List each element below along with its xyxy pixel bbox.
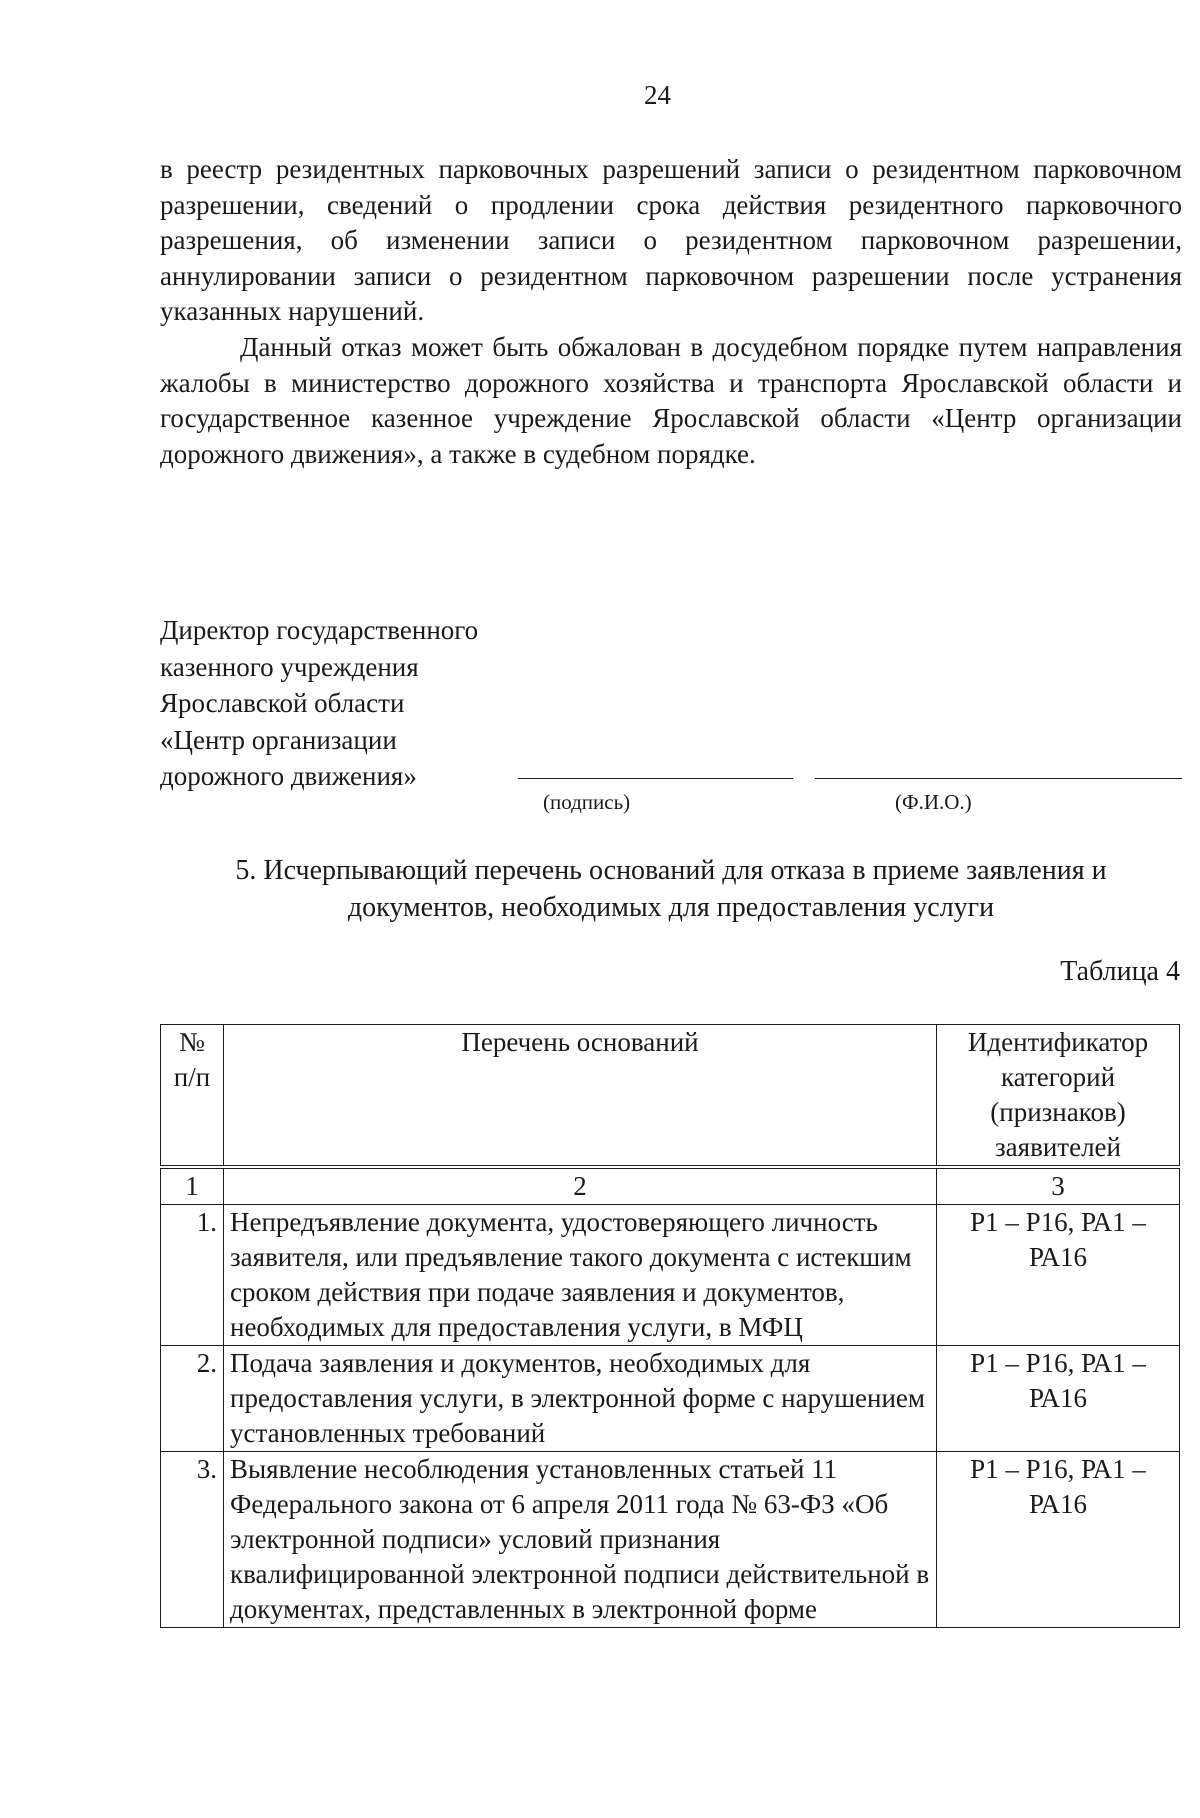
row-reason: Непредъявление документа, удостоверяющего личность заявителя, или предъявление такого документа с истекшим сроком действия при подаче заявления и документов, необходимых для предоставления услуги, в МФЦ (224, 1205, 937, 1346)
row-number: 3. (161, 1452, 224, 1628)
signature-blank-line (518, 778, 793, 779)
reasons-table (160, 1024, 1180, 1628)
table-row (161, 1452, 1180, 1628)
column-index-2: 2 (224, 1167, 937, 1205)
signature-line-2: казенного учреждения (160, 651, 419, 682)
paragraph-continuation: в реестр резидентных парковочных разрешений записи о резидентном парковочном разрешении, сведений о продлении срока действия резидентного парковочного разрешения, об изменении записи о резидентном парковочном разрешении, аннулировании записи о резидентном парковочном разрешении после устранения указанных нарушений. (160, 154, 1182, 326)
row-number: 1. (161, 1205, 224, 1346)
signature-block (160, 612, 478, 795)
column-index-row (161, 1167, 1180, 1205)
paragraph-appeal: Данный отказ может быть обжалован в досудебном порядке путем направления жалобы в министерство дорожного хозяйства и транспорта Ярославской области и государственное казенное учреждение Ярославской области «Центр организации дорожного движения», а также в судебном порядке. (160, 332, 1182, 469)
row-identifier: Р1 – Р16, РА1 – РА16 (937, 1452, 1180, 1628)
fio-caption: (Ф.И.О.) (895, 790, 972, 814)
header-reasons: Перечень оснований (224, 1025, 937, 1168)
signature-line-4: «Центр организации (160, 724, 397, 755)
section-title-line-1: 5. Исчерпывающий перечень оснований для отказа в приеме заявления и (235, 855, 1107, 886)
row-reason: Подача заявления и документов, необходимых для предоставления услуги, в электронной форме с нарушением установленных требований (224, 1346, 937, 1452)
header-identifier: Идентификатор категорий (признаков) заявителей (937, 1025, 1180, 1168)
section-title (160, 852, 1182, 926)
table-row (161, 1346, 1180, 1452)
table-caption: Таблица 4 (1060, 956, 1180, 987)
fio-blank-line (815, 778, 1182, 779)
header-number: № п/п (161, 1025, 224, 1168)
column-index-1: 1 (161, 1167, 224, 1205)
row-identifier: Р1 – Р16, РА1 – РА16 (937, 1346, 1180, 1452)
page-number: 24 (644, 80, 671, 110)
column-index-3: 3 (937, 1167, 1180, 1205)
signature-line-1: Директор государственного (160, 615, 479, 645)
row-number: 2. (161, 1346, 224, 1452)
table-row (161, 1205, 1180, 1346)
section-title-line-2: документов, необходимых для предоставления услуги (347, 892, 995, 923)
signature-caption: (подпись) (543, 790, 631, 814)
signature-line-5: дорожного движения» (160, 761, 417, 791)
row-identifier: Р1 – Р16, РА1 – РА16 (937, 1205, 1180, 1346)
row-reason: Выявление несоблюдения установленных статьей 11 Федерального закона от 6 апреля 2011 года № 63-ФЗ «Об электронной подписи» условий признания квалифицированной электронной подписи действительной в документах, представленных в электронной форме (224, 1452, 937, 1628)
table-header-row (161, 1025, 1180, 1168)
signature-line-3: Ярославской области (160, 688, 405, 718)
